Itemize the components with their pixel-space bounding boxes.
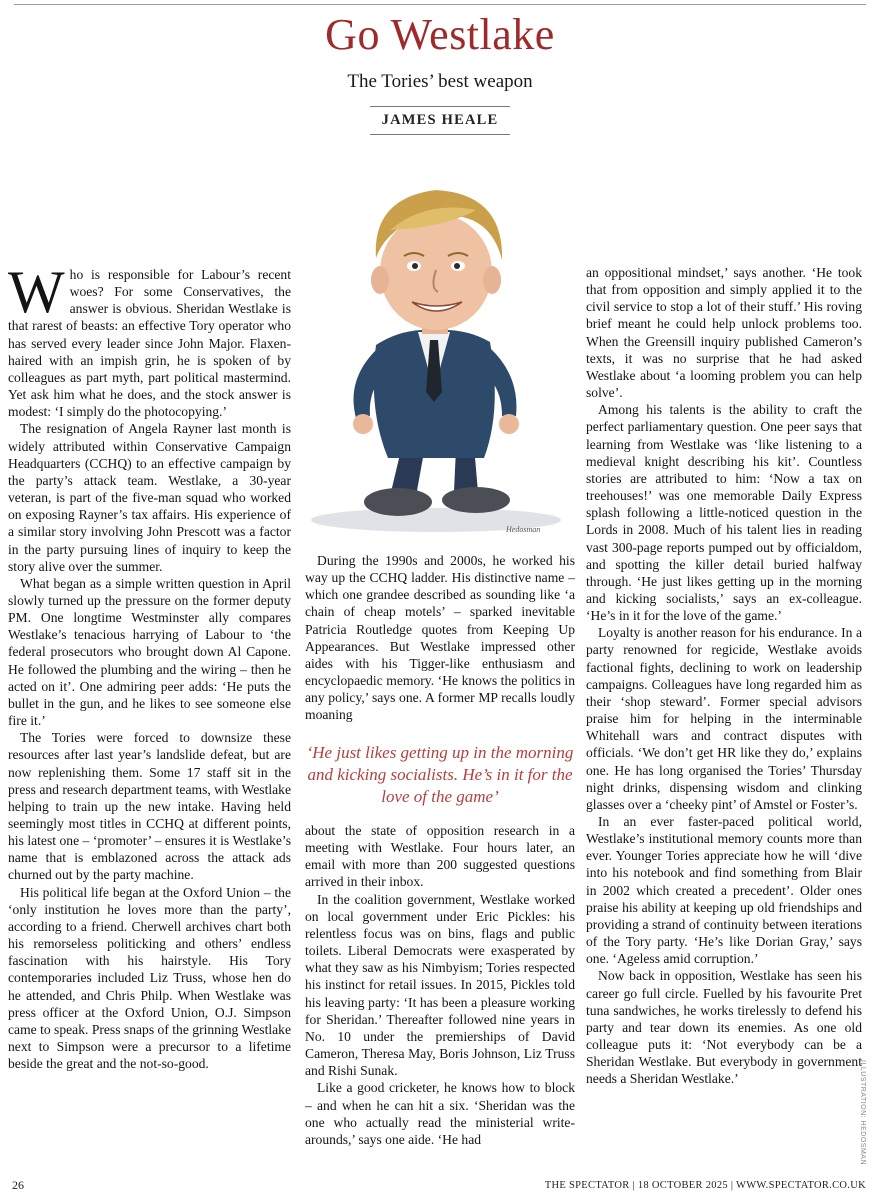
illustration-credit: ILLUSTRATION: HEDOSMAN	[859, 1060, 866, 1165]
footer-masthead: THE SPECTATOR | 18 OCTOBER 2025 | WWW.SPECTATOR.CO.UK	[544, 1180, 866, 1191]
paragraph: His political life began at the Oxford Union – the ‘only institution he loves more than the party’, according to a friend. Cherwell archives chart both his remorseless politicking and others’ endless fascination with his hairstyle. His Tory contemporaries included Liz Truss, whose hen do he attended, and Chris Philp. When Westlake was press officer at the Oxford Union, O.J. Simpson came to speak. Press snaps of the grinning Westlake next to Simpson were a precursor to a lifetime beside the great and the not-so-good.	[8, 884, 291, 1072]
article-column-1	[8, 266, 291, 1172]
paragraph: Who is responsible for Labour’s recent woes? For some Conservatives, the answer is obvious. Sheridan Westlake is that rarest of beasts: an effective Tory operator who has served every leader since John Major. Flaxen-haired with an impish grin, he is spoken of by colleagues as part myth, part political mastermind. Yet ask him what he does, and the stock answer is modest: ‘I simply do the photocopying.’	[8, 266, 291, 420]
paragraph: about the state of opposition research in a meeting with Westlake. Four hours later, an email with more than 200 suggested questions arrived in their inbox.	[305, 823, 575, 890]
drop-cap: W	[8, 266, 65, 325]
page-number: 26	[12, 1178, 24, 1192]
paragraph: Among his talents is the ability to craft the perfect parliamentary question. One peer says that learning from Westlake was ‘like listening to a medieval knight describing his kit’. Countless stories are attributed to him: ‘Now a tax on treehouses!’ was one memorable Daily Express splash following a little-noticed question in the Lords in 2008. Much of his talent lies in reading vast 300-page reports pumped out by officialdom, and spotting the killer detail buried halfway through. ‘He just likes getting up in the morning and kicking socialists,’ says an ex-colleague. ‘He’s in it for the love of the game.’	[586, 402, 862, 624]
paragraph: In the coalition government, Westlake worked on local government under Eric Pickles: his relentless focus was on bins, flags and public toilets. Liberal Democrats were exasperated by what they saw as his Nimbyism; Tories respected his instinct for retail issues. In 2015, Pickles told his leaving party: ‘It has been a pleasure working for Sheridan.’ Thereafter followed nine years in No. 10 under the premierships of David Cameron, Theresa May, Boris Johnson, Liz Truss and Rishi Sunak.	[305, 891, 575, 1079]
byline-rule-top	[370, 106, 510, 107]
paragraph: The Tories were forced to downsize these resources after last year’s landslide defeat, but are now replenishing them. Some 17 staff sit in the press and research department teams, with Westlake helping to train up the new intake. Having held seemingly most titles in CCHQ at different points, his latest one – ‘promoter’ – ensures it is Westlake’s name that is emblazoned across the attack ads churned out by the party machine.	[8, 730, 291, 883]
paragraph: Like a good cricketer, he knows how to block – and when he can hit a six. ‘Sheridan was the one who actually read the ministerial write-arounds,’ says one aide. ‘He had	[305, 1080, 575, 1147]
article-column-3	[586, 264, 862, 1172]
paragraph: The resignation of Angela Rayner last month is widely attributed within Conservative Campaign Headquarters (CCHQ) to an effective campaign by the party’s attack team. Westlake, a 30-year veteran, is part of the five-man squad who worked on exposing Rayner’s tax affairs. His experience of a similar story involving John Prescott was a factor in the party pursuing lines of inquiry to keep the story alive over the summer.	[8, 421, 291, 574]
caricature-icon	[306, 180, 572, 538]
pull-quote: ‘He just likes getting up in the morning and kicking socialists. He’s in it for the love of the game’	[306, 743, 574, 806]
paragraph: Loyalty is another reason for his endurance. In a party renowned for regicide, Westlake avoids factional fights, declining to work on leadership campaigns. Colleagues have long regarded him as their ‘shop steward’. Former special advisors praise him for helping in the interminable Whitehall wars and contract disputes with officials. ‘We don’t get HR like they do,’ explains one. He has long organised the Tories’ Thursday night drinks, dispensing wisdom and clinking glasses over a ‘cheeky pint’ of Amstel or Foster’s.	[586, 625, 862, 812]
article-column-2-bottom	[305, 822, 575, 1172]
paragraph: Now back in opposition, Westlake has seen his career go full circle. Fuelled by his favourite Pret tuna sandwiches, he works tirelessly to defend his party and tear down its enemies. As one old colleague puts it: ‘Not everybody can be a Sheridan Westlake. But everybody in government needs a Sheridan Westlake.’	[586, 968, 862, 1087]
paragraph: What began as a simple written question in April slowly turned up the pressure on the former deputy PM. One longtime Westminster ally compares Westlake’s tenacious harrying of Labour to ‘the federal prosecutors who brought down Al Capone. He followed the plumbing and the wiring – then he acted on it’. One admiring peer adds: ‘He puts the bullet in the gun, and he likes to see someone else fire it.’	[8, 575, 291, 729]
illustrator-signature: Hedosman	[506, 525, 541, 534]
paragraph: In an ever faster-paced political world, Westlake’s institutional memory counts more than ever. Younger Tories appreciate how he will ‘dive into his notebook and find something from Blair in 2002 which created a precedent’. Older ones praise his ability at keeping up old friendships and providing a strand of continuity between iterations of the Tory party. ‘He’s like Dorian Gray,’ says one. ‘Ageless amid corruption.’	[586, 814, 862, 967]
top-rule	[14, 4, 866, 5]
paragraph: During the 1990s and 2000s, he worked his way up the CCHQ ladder. His distinctive name – which one grandee described as sounding like ‘a chain of cheap motels’ – sparked inevitable Patricia Routledge quotes from Keeping Up Appearances. But Westlake impressed other aides with his Tigger-like enthusiasm and encyclopaedic memory. ‘He knows the politics in any policy,’ says one. A former MP recalls loudly moaning	[305, 553, 575, 723]
paragraph: an oppositional mindset,’ says another. ‘He took that from opposition and simply applied it to the civil service to stop a lot of their stuff.’ His roving brief meant he could help unlock problems too. When the Greensill inquiry published Cameron’s texts, it was no surprise that he had asked Westlake about ‘a looming problem you can help solve’.	[586, 265, 862, 401]
byline: JAMES HEALE	[381, 112, 499, 128]
headline: Go Westlake	[325, 10, 555, 59]
article-column-2-top	[305, 552, 575, 762]
byline-rule-bottom	[370, 134, 510, 135]
caricature-illustration	[306, 180, 572, 538]
standfirst: The Tories’ best weapon	[347, 71, 533, 92]
